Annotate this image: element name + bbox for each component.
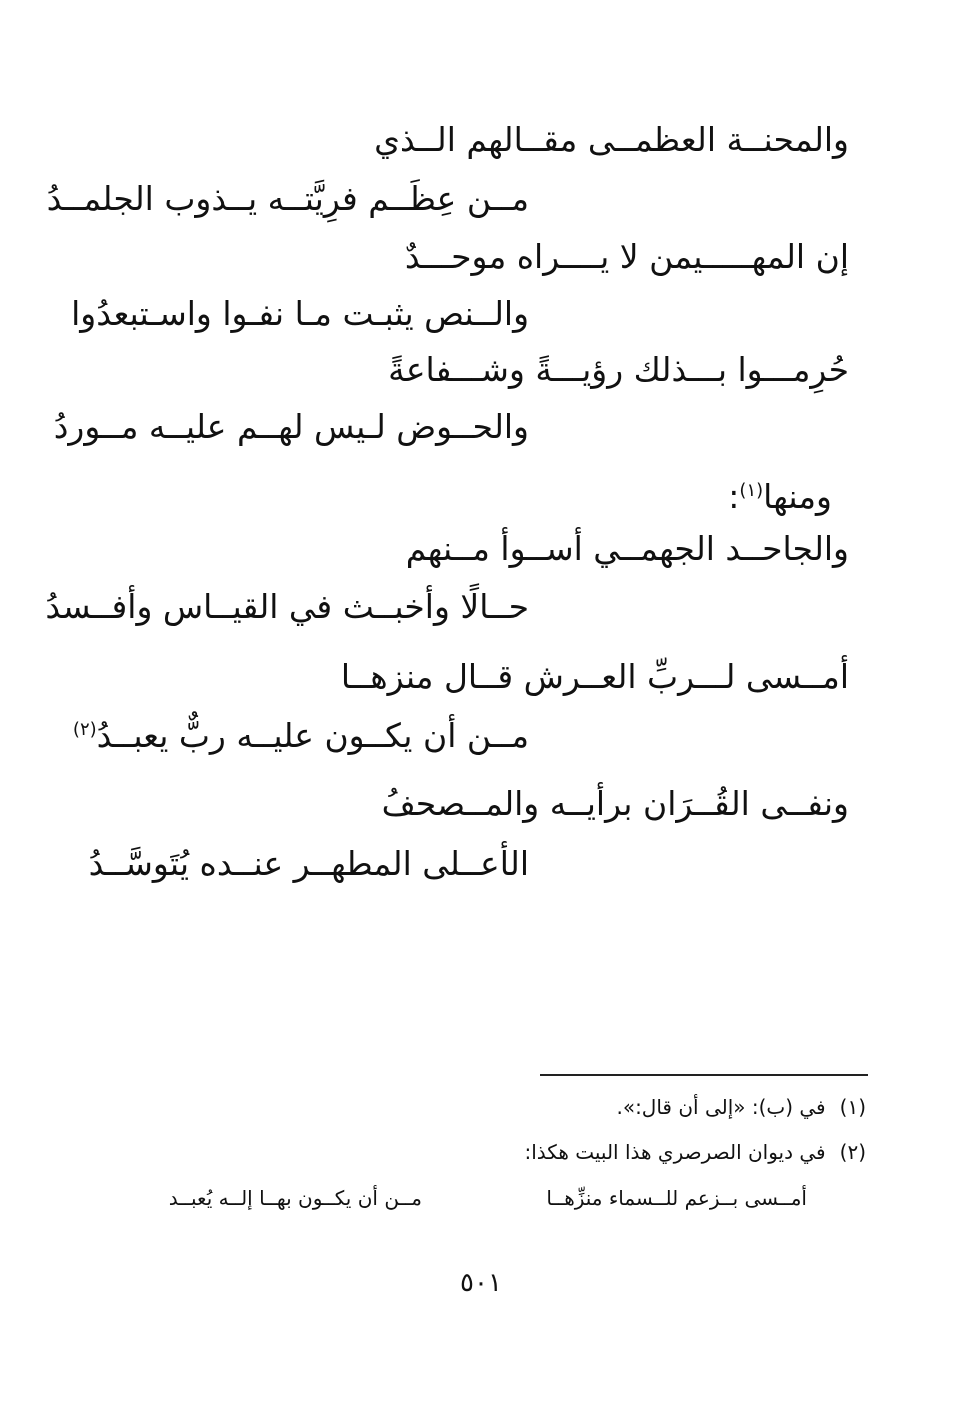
verse-line-10	[73, 714, 529, 758]
verse-line-7: والجاحــد الجهمــي أســوأ مــنهم	[405, 529, 849, 568]
footnote-verse-left: مــن أن يكــون بهــا إلــه يُعبــد	[168, 1186, 422, 1210]
page-number: ٥٠١	[460, 1268, 502, 1298]
verse-line-2: مــن عِظَــم فرِيَّتــه يــذوب الجلمــدُ	[46, 179, 529, 218]
verse-line-1: والمحنــة العظمــى مقــالهم الــذي	[374, 120, 849, 159]
verse-line-3: إن المهـــــيمن لا يــــراه موحـــدٌ	[404, 237, 849, 276]
verse-line-4: والــنص يثبـت مـا نفـوا واسـتبعدُوا	[71, 294, 529, 333]
footnote-2	[525, 1137, 867, 1167]
footnote-verse-right: أمــسى بــزعم للــسماء منزِّهــا	[546, 1186, 807, 1210]
section-colon: :	[728, 477, 740, 516]
verse-line-5: حُرِمـــوا بـــذلك رؤيـــةً وشـــفاعةً	[388, 350, 849, 389]
footnote-1	[616, 1092, 866, 1122]
footnote-1-number: (١)	[839, 1095, 866, 1119]
footnote-1-text: في (ب): «إلى أن قال:».	[616, 1095, 826, 1119]
footnote-2-number: (٢)	[839, 1140, 866, 1164]
verse-line-9: أمــسى لـــربِّ العــرش قــال منزهــا	[340, 657, 849, 696]
verse-line-6: والحــوض لـيس لهــم عليــه مــوردُ	[53, 407, 529, 446]
section-label: ومنها	[763, 477, 832, 516]
footnote-ref-1: (١)	[739, 480, 764, 501]
footnote-ref-2: (٢)	[72, 719, 97, 740]
verse-line-12: الأعــلى المطهــر عنــده يُتَوسَّــدُ	[88, 844, 529, 883]
footnote-2-text: في ديوان الصرصري هذا البيت هكذا:	[524, 1140, 826, 1164]
section-heading	[728, 475, 832, 519]
footnote-divider	[540, 1074, 868, 1076]
verse-line-11: ونفــى القُــرَان برأيــه والمــصحفُ	[381, 784, 849, 823]
verse-line-10-text: مــن أن يكــون عليــه ربٌّ يعبــدُ	[96, 716, 529, 755]
verse-line-8: حــالًا وأخبــث في القيــاس وأفــسدُ	[45, 587, 529, 626]
